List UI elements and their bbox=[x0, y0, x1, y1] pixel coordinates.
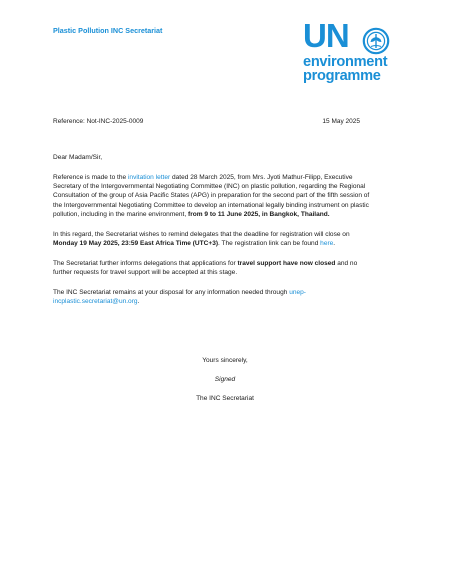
text: Reference is made to the bbox=[53, 173, 128, 181]
signatory: The INC Secretariat bbox=[196, 395, 254, 403]
text: In this regard, the Secretariat wishes to remind delegates that the deadline for registration will close on bbox=[53, 230, 350, 238]
paragraph-deadline bbox=[53, 230, 373, 249]
letter-body bbox=[53, 153, 373, 317]
invitation-letter-link[interactable]: invitation letter bbox=[127, 173, 171, 181]
reference-number: Reference: Not-INC-2025-0009 bbox=[53, 118, 144, 125]
unep-emblem-icon bbox=[362, 27, 390, 55]
meeting-dates: from 9 to 11 June 2025, in Bangkok, Thailand. bbox=[188, 211, 330, 219]
paragraph-travel-support bbox=[53, 259, 373, 278]
text: dated 28 March 2025, from Mrs. Jyoti Mathur-Filipp, Executive Secretary of the Intergovernmental Negotiating Committee (INC) on plastic pollution, regarding the Regional Consultation of the group of Asia Pacific States (APG) in preparation for the second part of the fifth session of the Intergovernmental Negotiating Committee to develop an international legally binding instrument on plastic pollution, including in the marine environment, bbox=[53, 173, 370, 219]
contact-email-link[interactable]: unep-incplastic.secretariat@un.org bbox=[53, 288, 306, 306]
registration-deadline: Monday 19 May 2025, 23:59 East Africa Time (UTC+3) bbox=[53, 240, 219, 248]
logo-environment: environment bbox=[303, 54, 388, 70]
text: . bbox=[137, 298, 140, 306]
signed-label: Signed bbox=[214, 376, 236, 384]
logo-programme: programme bbox=[303, 68, 381, 84]
unep-logo bbox=[303, 17, 399, 86]
logo-un-text: UN bbox=[303, 17, 349, 54]
letter-date: 15 May 2025 bbox=[322, 118, 360, 125]
travel-support-closed: travel support have now closed bbox=[237, 259, 336, 267]
yours-sincerely: Yours sincerely, bbox=[202, 357, 248, 364]
text: The Secretariat further informs delegations that applications for bbox=[53, 259, 238, 267]
text: . bbox=[333, 240, 336, 248]
paragraph-contact bbox=[53, 288, 373, 307]
text: and no further requests for travel support will be accepted at this stage. bbox=[53, 259, 358, 277]
reference-row bbox=[53, 118, 360, 125]
registration-link[interactable]: here bbox=[320, 240, 334, 248]
text: The INC Secretariat remains at your disposal for any information needed through bbox=[53, 288, 290, 296]
paragraph-reference bbox=[53, 173, 373, 220]
text: . The registration link can be found bbox=[218, 240, 321, 248]
salutation: Dear Madam/Sir, bbox=[53, 154, 103, 161]
header-secretariat: Plastic Pollution INC Secretariat bbox=[53, 26, 163, 35]
closing-block bbox=[0, 356, 450, 414]
